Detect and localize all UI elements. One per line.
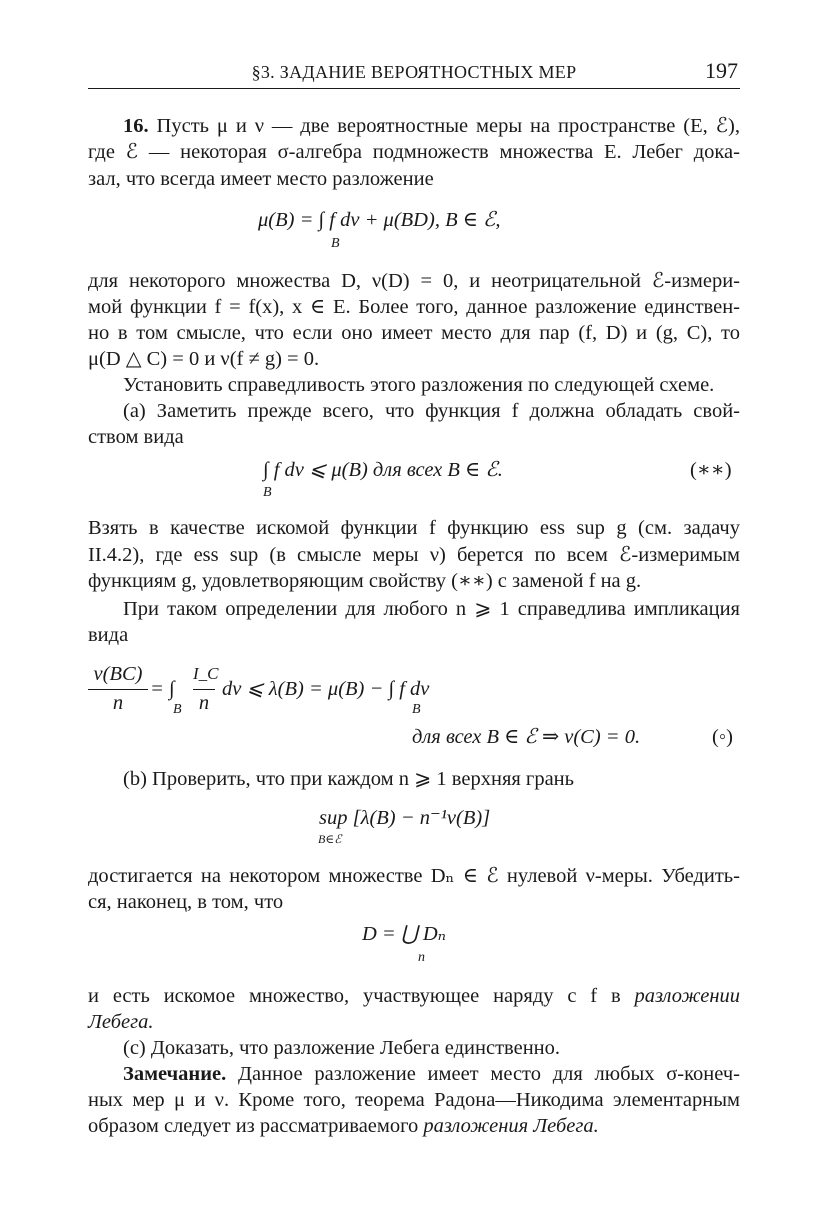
running-title: §3. ЗАДАНИЕ ВЕРОЯТНОСТНЫХ МЕР [251, 62, 577, 82]
text-line: μ(D △ C) = 0 и ν(f ≠ g) = 0. [88, 348, 320, 370]
equation-supremum: sup [λ(B) − n⁻¹ν(B)] [319, 807, 491, 829]
equation-union: D = ⋃ Dₙ [362, 923, 446, 945]
remark-label: Замечание. [123, 1063, 227, 1085]
text-line: вида [88, 624, 129, 646]
integral-subscript: B [263, 485, 272, 500]
text-span: Данное разложение имеет место для любых σ-конеч- [238, 1063, 741, 1085]
text-line: (a) Заметить прежде всего, что функция f должна обладать свой- [123, 400, 740, 422]
equation-decomposition: μ(B) = ∫ f dν + μ(BD), B ∈ ℰ, [258, 209, 501, 231]
equation-tag: (◦) [712, 726, 733, 748]
text-line: (c) Доказать, что разложение Лебега единственно. [123, 1037, 561, 1059]
running-header [88, 58, 740, 89]
text-line: (b) Проверить, что при каждом n ⩾ 1 верхняя грань [123, 768, 574, 790]
equation-condition: ∫ f dν ⩽ μ(B) для всех B ∈ ℰ. [263, 459, 503, 481]
text-line: ся, наконец, в том, что [88, 891, 284, 913]
text-line [88, 113, 740, 139]
equation-tag: (∗∗) [690, 459, 732, 481]
union-subscript: n [418, 950, 425, 965]
text-line: но в том смысле, что если оно имеет место для пар (f, D) и (g, C), то [88, 322, 740, 344]
text-line: Взять в качестве искомой функции f функцию ess sup g (см. задачу [88, 517, 740, 539]
integral-subscript: B [331, 236, 340, 251]
text-span: и есть искомое множество, участвующее наряду с f в [88, 985, 621, 1007]
text-line: достигается на некотором множестве Dₙ ∈ ℰ нулевой ν-меры. Убедить- [88, 865, 740, 887]
problem-number: 16. [123, 115, 149, 137]
integral-subscript: B [412, 702, 421, 717]
sup-subscript: B∈ℰ [318, 832, 342, 846]
fraction-numerator: ν(BC) [93, 663, 143, 685]
emphasis: разложения Лебега. [423, 1115, 599, 1137]
text-line: II.4.2), где ess sup (в смысле меры ν) берется по всем ℰ-измеримым [88, 544, 740, 566]
emphasis: Лебега. [88, 1011, 154, 1033]
fraction-denominator: n [112, 692, 124, 714]
text-line: ных мер μ и ν. Кроме того, теорема Радона—Никодима элементарным [88, 1089, 740, 1111]
text-line [88, 983, 740, 1009]
text-line: ством вида [88, 426, 184, 448]
text-line: функциям g, удовлетворяющим свойству (∗∗) с заменой f на g. [88, 570, 642, 592]
text-line: где ℰ — некоторая σ-алгебра подмножеств множества E. Лебег дока- [88, 141, 740, 163]
text-line: мой функции f = f(x), x ∈ E. Более того, данное разложение единствен- [88, 296, 740, 318]
text-span: Пусть μ и ν — две вероятностные меры на пространстве (E, ℰ), [156, 115, 740, 137]
text-line: зал, что всегда имеет место разложение [88, 168, 434, 190]
fraction-numerator: I_C [193, 664, 219, 683]
emphasis: разложении [634, 985, 741, 1007]
equation-rhs: dν ⩽ λ(B) = μ(B) − ∫ f dν [222, 678, 430, 700]
text-line [88, 1113, 599, 1139]
integral-subscript: B [173, 702, 182, 717]
page-number: 197 [705, 58, 738, 83]
equation-operator: = ∫ [150, 678, 175, 700]
text-line [88, 1061, 740, 1087]
text-span: образом следует из рассматриваемого [88, 1115, 419, 1137]
text-line: для некоторого множества D, ν(D) = 0, и неотрицательной ℰ-измери- [88, 270, 740, 292]
text-line: При таком определении для любого n ⩾ 1 справедлива импликация [123, 598, 740, 620]
fraction-denominator: n [198, 692, 210, 714]
text-line: Установить справедливость этого разложения по следующей схеме. [123, 374, 715, 396]
equation-condition-line: для всех B ∈ ℰ ⇒ ν(C) = 0. [412, 726, 641, 748]
